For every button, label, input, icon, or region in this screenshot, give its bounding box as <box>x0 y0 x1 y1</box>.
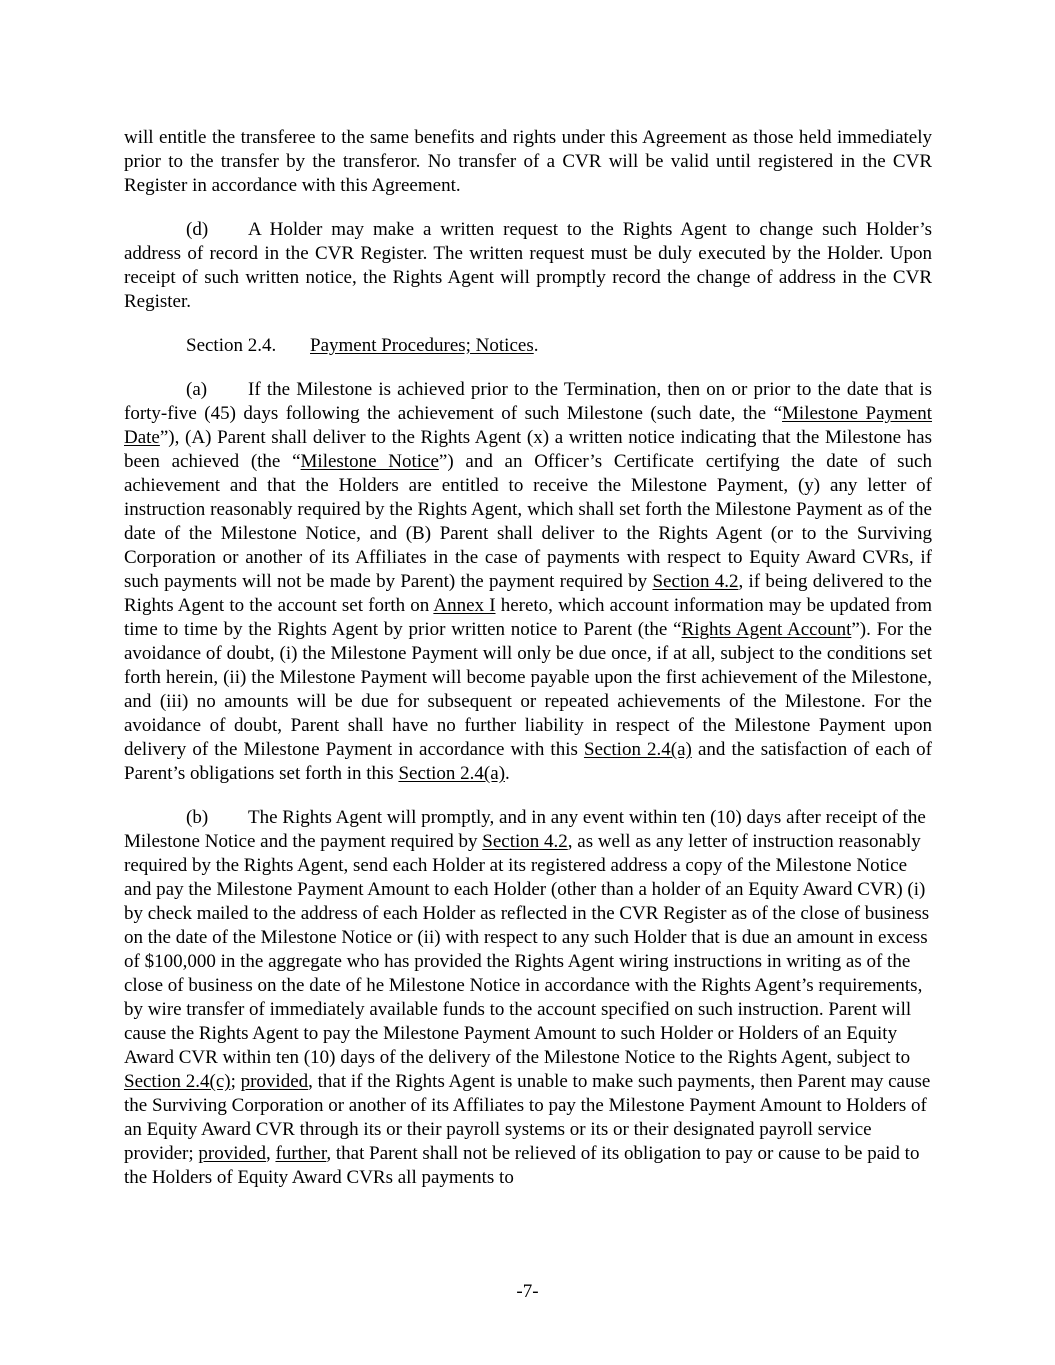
text-run: ”) and an Officer’s Certificate certifying the date of such achievement and that the Holders are entitled to receive the Milestone Payment, (y) any letter of instruction reasonably required by the Rights Agent, which shall set forth the Milestone Payment as of the date of the Milestone Notice, and (B) Parent shall deliver to the Rights Agent (or to the Surviving Corporation or another of its Affiliates in the case of payments with respect to Equity Award CVRs, if such payments will not be made by Parent) the payment required by <box>124 451 932 592</box>
text-run: hereto, which account information may be updated from time to time by the Rights Agent by prior written notice to Parent (the “ <box>124 595 932 640</box>
paragraph-d <box>124 218 932 314</box>
text-run: , that Parent shall not be relieved of its obligation to pay or cause to be paid to the Holders of Equity Award CVRs all payments to <box>124 1143 920 1188</box>
cross-reference: Section 2.4(c) <box>124 1071 231 1092</box>
cross-reference: Section 2.4(a) <box>398 763 506 784</box>
text-run: , <box>265 1143 276 1164</box>
cross-reference: Section 2.4(a) <box>583 739 692 760</box>
defined-term: Rights Agent Account <box>681 619 852 640</box>
cross-reference: Section 4.2 <box>652 571 739 592</box>
proviso-term: provided <box>198 1143 266 1164</box>
cross-reference: Section 4.2 <box>482 831 568 852</box>
text-run: , as well as any letter of instruction reasonably required by the Rights Agent, send each Holder at its registered address a copy of the Milestone Notice and pay the Milestone Payment Amount to each Holder (other than a holder of an Equity Award CVR) (i) by check mailed to the address of each Holder as reflected in the CVR Register as of the close of business on the date of the Milestone Notice or (ii) with respect to any such Holder that is due an amount in excess of $100,000 in the aggregate who has provided the Rights Agent wiring instructions in writing as of the close of business on the date of he Milestone Notice in accordance with the Rights Agent’s requirements, by wire transfer of immediately available funds to the account specified on such instruction. Parent will cause the Rights Agent to pay the Milestone Payment Amount to such Holder or Holders of an Equity Award CVR within ten (10) days of the delivery of the Milestone Notice to the Rights Agent, subject to <box>124 831 930 1068</box>
paragraph-a <box>124 378 932 786</box>
paragraph-text: A Holder may make a written request to the Rights Agent to change such Holder’s address of record in the CVR Register. The written request must be duly executed by the Holder. Upon receipt of such written notice, the Rights Agent will promptly record the change of address in the CVR Register. <box>124 219 932 312</box>
text-run: ”). For the avoidance of doubt, (i) the Milestone Payment will only be due once, if at all, subject to the conditions set forth herein, (ii) the Milestone Payment will become payable upon the first achievement of the Milestone, and (iii) no amounts will be due for subsequent or repeated achievements of the Milestone. For the avoidance of doubt, Parent shall have no further liability in respect of the Milestone Payment upon delivery of the Milestone Payment in accordance with this <box>124 619 932 760</box>
text-run: , if being delivered to the Rights Agent to the account set forth on <box>124 571 932 616</box>
clause-marker: (d) <box>186 219 209 240</box>
paragraph-text: will entitle the transferee to the same benefits and rights under this Agreement as those held immediately prior to the transfer by the transferor. No transfer of a CVR will be valid until registered in the CVR Register in accordance with this Agreement. <box>124 127 932 196</box>
section-heading <box>124 334 932 358</box>
page-number: -7- <box>516 1281 539 1302</box>
section-title: Payment Procedures; Notices <box>310 335 534 356</box>
proviso-term: provided <box>240 1071 309 1092</box>
text-run: ; <box>230 1071 241 1092</box>
paragraph-b <box>124 806 932 1190</box>
section-title-period: . <box>533 335 539 356</box>
text-run: ”), (A) Parent shall deliver to the Rights Agent (x) a written notice indicating that the Milestone has been achieved (the “ <box>124 427 932 472</box>
document-body <box>124 126 932 1210</box>
clause-marker: (a) <box>186 379 208 400</box>
section-number: Section 2.4. <box>186 335 277 356</box>
text-run: and the satisfaction of each of Parent’s obligations set forth in this <box>124 739 932 784</box>
proviso-term: further <box>275 1143 327 1164</box>
text-run: If the Milestone is achieved prior to the Termination, then on or prior to the date that is forty-five (45) days following the achievement of such Milestone (such date, the “ <box>124 379 932 424</box>
defined-term: Milestone Payment Date <box>124 403 932 448</box>
defined-term: Milestone Notice <box>300 451 439 472</box>
cross-reference: Annex I <box>433 595 496 616</box>
text-run: The Rights Agent will promptly, and in any event within ten (10) days after receipt of the Milestone Notice and the payment required by <box>124 807 926 852</box>
text-run: . <box>505 763 510 784</box>
text-run: , that if the Rights Agent is unable to make such payments, then Parent may cause the Surviving Corporation or another of its Affiliates to pay the Milestone Payment Amount to Holders of an Equity Award CVR through its or their payroll systems or its or their designated payroll service provider; <box>124 1071 931 1164</box>
clause-marker: (b) <box>186 807 209 828</box>
paragraph-continued <box>124 126 932 198</box>
